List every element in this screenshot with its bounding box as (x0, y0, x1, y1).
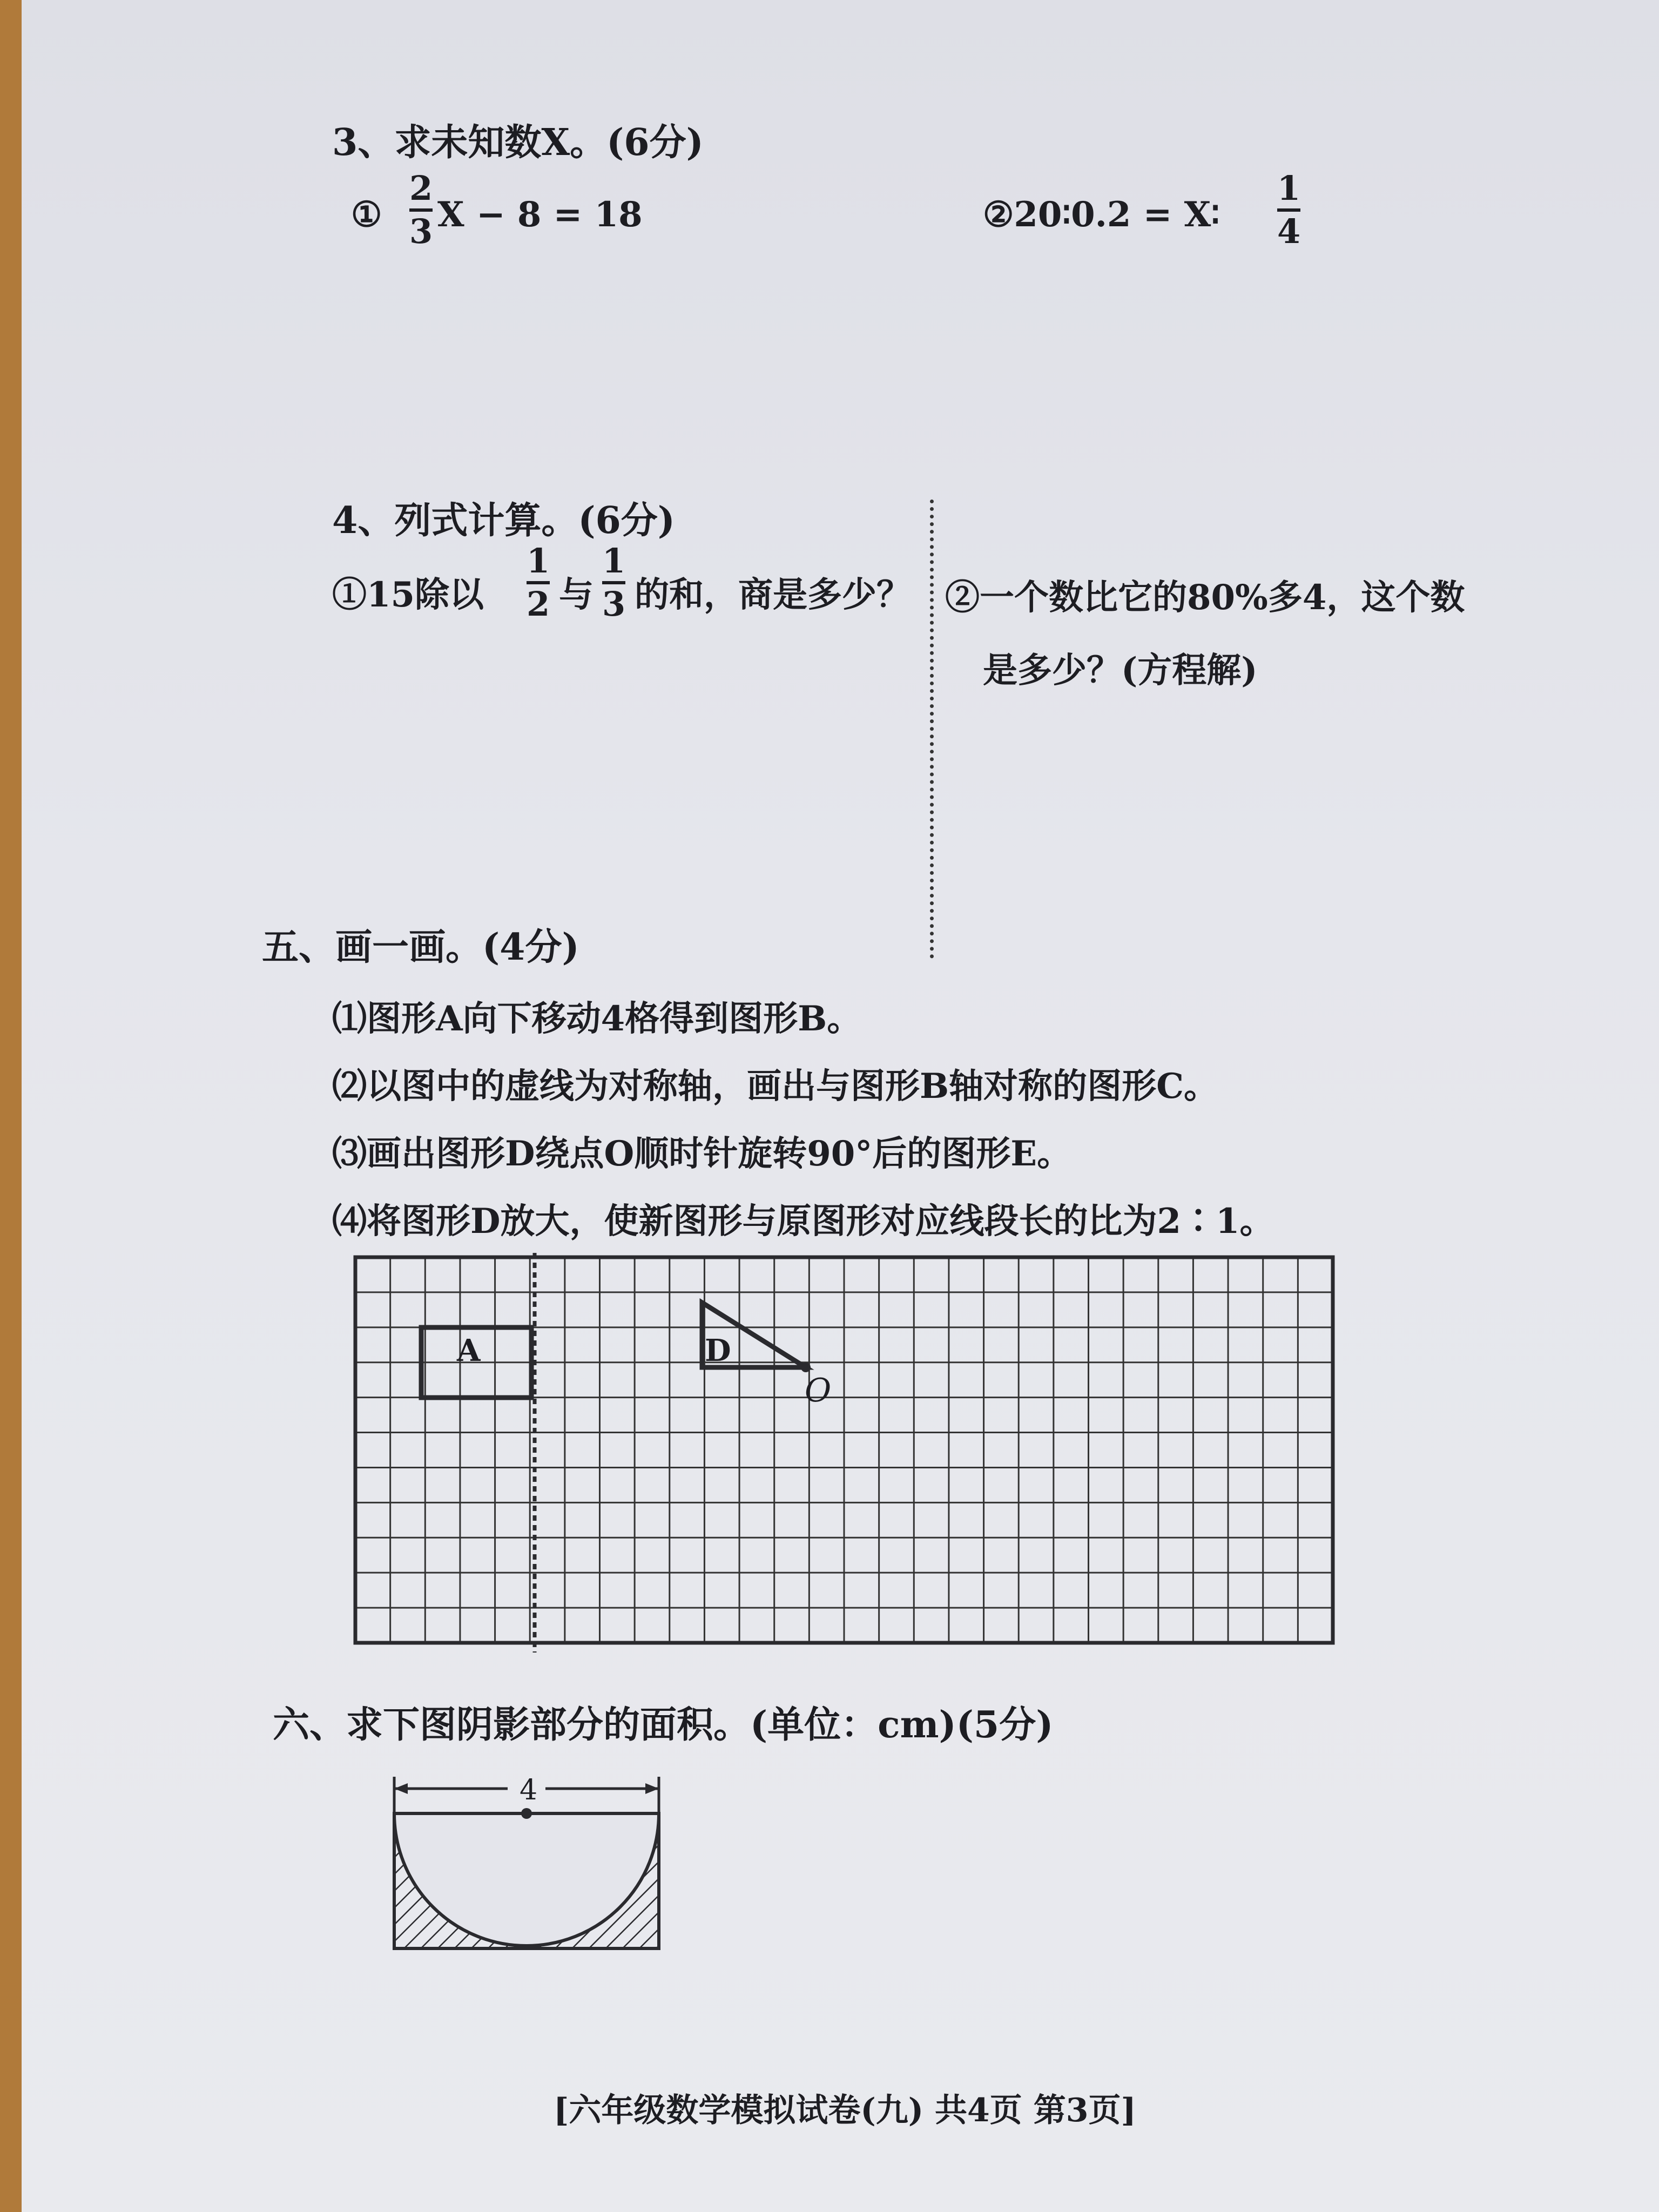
q3-2-fraction (1277, 168, 1301, 251)
q4-1-fraction-2 (602, 541, 626, 624)
section4-heading: 4、列式计算。(6分) (332, 499, 675, 542)
exam-page (22, 0, 1659, 2212)
fraction-numerator: 1 (602, 541, 626, 581)
drawing-grid[interactable] (351, 1253, 1377, 1663)
fraction-denominator: 3 (602, 584, 626, 624)
section3-heading: 3、求未知数X。(6分) (332, 121, 704, 164)
section5-item2: ⑵以图中的虚线为对称轴，画出与图形B轴对称的图形C。 (332, 1066, 1219, 1107)
fraction-denominator: 4 (1277, 212, 1301, 251)
section5-item4: ⑷将图形D放大，使新图形与原图形对应线段长的比为2∶1。 (332, 1201, 1274, 1242)
q4-1-text-a: ①15除以 (332, 575, 484, 615)
point-o-label: O (805, 1372, 832, 1410)
fraction-numerator: 1 (1277, 168, 1301, 208)
q3-1-prefix: ① (351, 194, 382, 235)
fraction-denominator: 3 (409, 212, 433, 251)
section5-item1: ⑴图形A向下移动4格得到图形B。 (332, 999, 862, 1039)
q4-2-line2: 是多少？(方程解) (983, 650, 1258, 691)
section5-item3: ⑶画出图形D绕点O顺时针旋转90°后的图形E。 (332, 1134, 1072, 1174)
q3-1-fraction (409, 168, 433, 251)
fraction-numerator: 1 (527, 541, 550, 581)
grid-lines (355, 1257, 1333, 1643)
column-divider (930, 500, 934, 959)
q3-1-equation: X − 8 = 18 (437, 194, 643, 235)
page-footer: [六年级数学模拟试卷(九) 共4页 第3页] (554, 2092, 1136, 2129)
arrow-right (645, 1783, 659, 1794)
shape-a-label: A (457, 1333, 481, 1368)
fraction-denominator: 2 (527, 584, 550, 624)
q4-1-text-b: 的和，商是多少？ (635, 575, 911, 615)
dimension-label: 4 (520, 1774, 538, 1806)
section5-heading: 五、画一画。(4分) (262, 926, 579, 969)
section6-heading: 六、求下图阴影部分的面积。(单位：cm)(5分) (273, 1703, 1054, 1746)
point-o (801, 1363, 811, 1372)
fraction-numerator: 2 (409, 168, 433, 208)
q3-2-equation: ②20∶0.2 = X∶ (983, 194, 1220, 235)
q4-2-line1: ②一个数比它的80%多4，这个数 (945, 577, 1465, 618)
shaded-area-figure (378, 1755, 680, 1960)
arrow-left (394, 1783, 408, 1794)
shape-d-label: D (705, 1333, 731, 1368)
q4-1-text-mid: 与 (559, 575, 594, 615)
center-point (521, 1808, 532, 1819)
q4-1-fraction-1 (527, 541, 550, 624)
